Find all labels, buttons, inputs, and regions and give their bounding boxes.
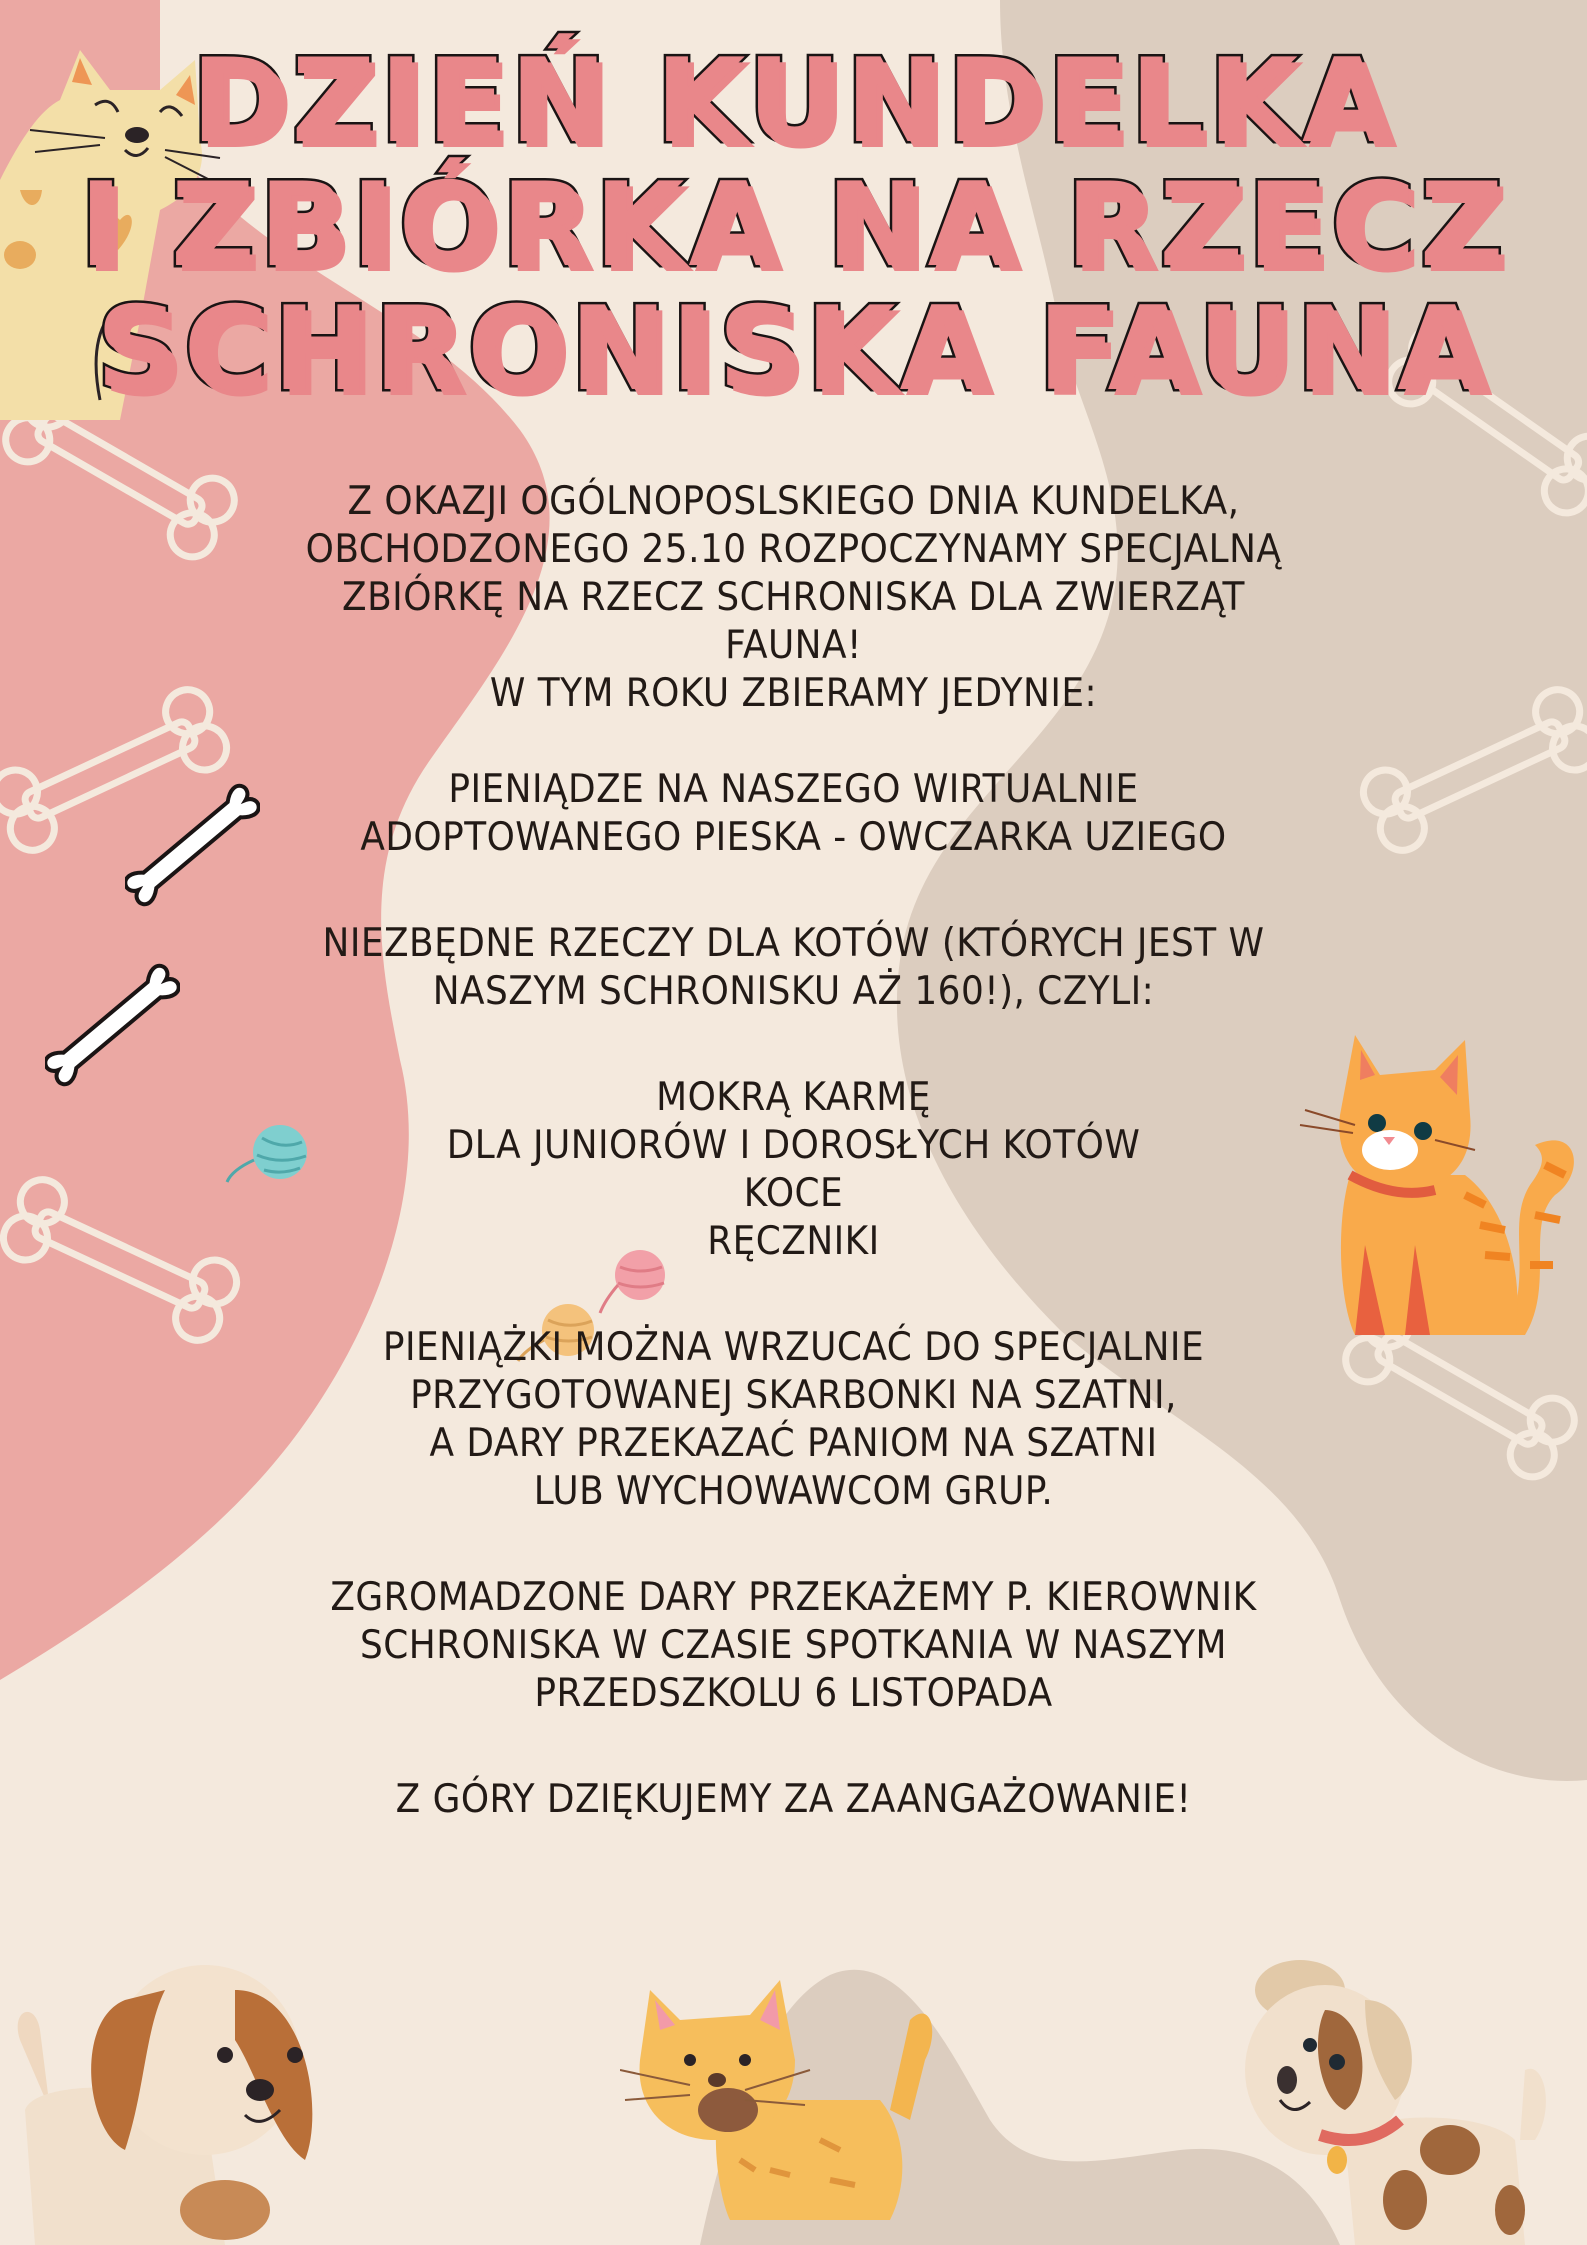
item-line: ADOPTOWANEGO PIESKA - OWCZARKA UZIEGO bbox=[360, 815, 1227, 860]
poster-body bbox=[0, 478, 1587, 1824]
instructions-section bbox=[0, 1324, 1587, 1516]
handover-line: PRZEDSZKOLU 6 LISTOPADA bbox=[534, 1671, 1053, 1716]
tabby-cat-with-fish-illustration bbox=[620, 1960, 970, 2245]
title-line-2: I ZBIÓRKA NA RZECZ bbox=[79, 158, 1508, 293]
item-cat-supplies bbox=[0, 920, 1587, 1016]
spotted-dog-illustration bbox=[1225, 1950, 1587, 2245]
item-line: NASZYM SCHRONISKU AŻ 160!), CZYLI: bbox=[432, 969, 1155, 1014]
thanks-text: Z GÓRY DZIĘKUJEMY ZA ZAANGAŻOWANIE! bbox=[395, 1777, 1192, 1822]
instructions-line: PIENIĄŻKI MOŻNA WRZUCAĆ DO SPECJALNIE bbox=[382, 1325, 1205, 1370]
intro-line: OBCHODZONEGO 25.10 ROZPOCZYNAMY SPECJALNĄ bbox=[305, 527, 1282, 572]
item-line: NIEZBĘDNE RZECZY DLA KOTÓW (KTÓRYCH JEST W bbox=[322, 921, 1265, 966]
intro-line: Z OKAZJI OGÓLNOPOSLSKIEGO DNIA KUNDELKA, bbox=[347, 479, 1240, 524]
cat-need-item: MOKRĄ KARMĘ bbox=[656, 1075, 931, 1120]
intro-line: FAUNA! bbox=[725, 623, 862, 668]
cat-needs-list bbox=[0, 1074, 1587, 1266]
instructions-line: LUB WYCHOWAWCOM GRUP. bbox=[533, 1469, 1054, 1514]
brown-dog-illustration bbox=[5, 1960, 365, 2245]
handover-line: ZGROMADZONE DARY PRZEKAŻEMY P. KIEROWNIK bbox=[330, 1575, 1257, 1620]
item-line: PIENIĄDZE NA NASZEGO WIRTUALNIE bbox=[448, 767, 1139, 812]
title-line-3: SCHRONISKA FAUNA bbox=[96, 282, 1491, 417]
cat-need-item: DLA JUNIORÓW I DOROSŁYCH KOTÓW bbox=[446, 1123, 1141, 1168]
handover-line: SCHRONISKA W CZASIE SPOTKANIA W NASZYM bbox=[360, 1623, 1227, 1668]
instructions-line: A DARY PRZEKAZAĆ PANIOM NA SZATNI bbox=[429, 1421, 1158, 1466]
item-money bbox=[0, 766, 1587, 862]
intro-line: ZBIÓRKĘ NA RZECZ SCHRONISKA DLA ZWIERZĄT bbox=[342, 575, 1245, 620]
intro-line: W TYM ROKU ZBIERAMY JEDYNIE: bbox=[489, 671, 1098, 716]
title-line-1: DZIEŃ KUNDELKA bbox=[191, 34, 1396, 169]
cat-need-item: KOCE bbox=[743, 1171, 844, 1216]
cat-need-item: RĘCZNIKI bbox=[707, 1219, 880, 1264]
handover-section bbox=[0, 1574, 1587, 1718]
intro-section bbox=[0, 478, 1587, 718]
instructions-line: PRZYGOTOWANEJ SKARBONKI NA SZATNI, bbox=[410, 1373, 1177, 1418]
poster-title bbox=[0, 34, 1587, 417]
